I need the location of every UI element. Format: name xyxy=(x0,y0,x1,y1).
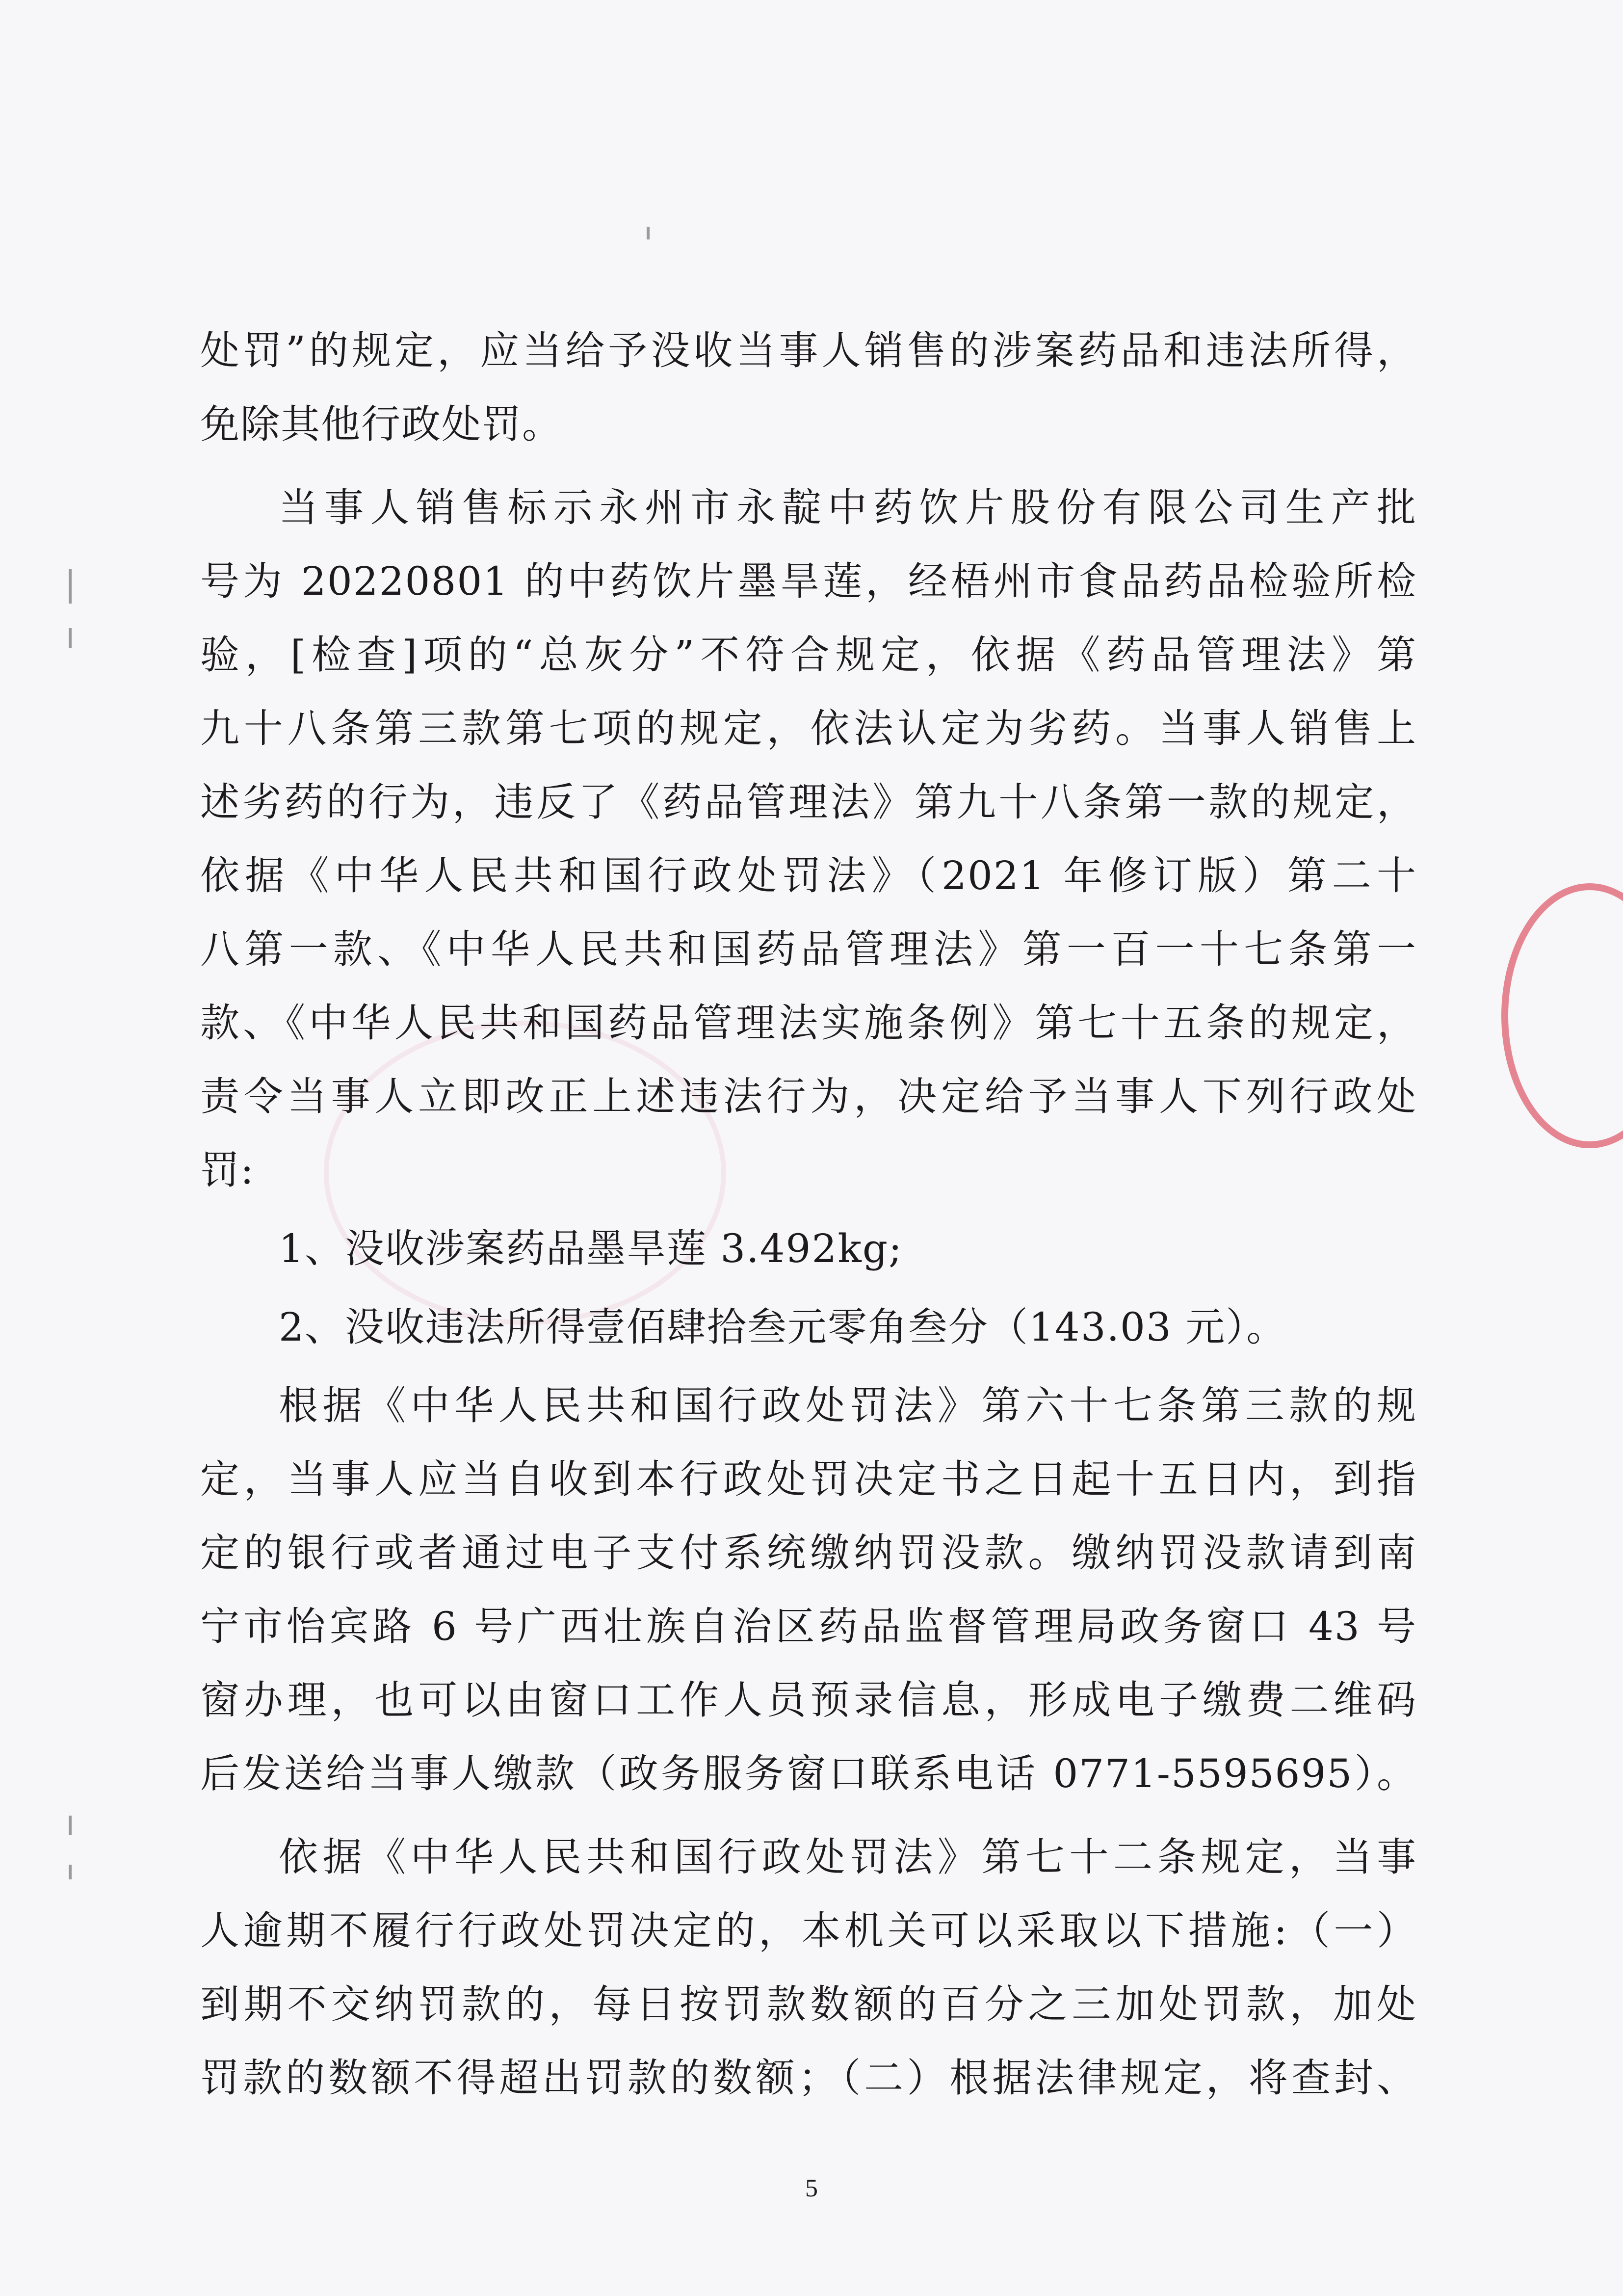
red-seal-edge xyxy=(1501,883,1623,1148)
scan-speck xyxy=(69,1816,72,1835)
text-line: 人逾期不履行行政处罚决定的，本机关可以采取以下措施:（一） xyxy=(200,1908,1417,1953)
text-line: 定，当事人应当自收到本行政处罚决定书之日起十五日内，到指 xyxy=(200,1456,1417,1502)
text-line: 定的银行或者通过电子支付系统缴纳罚没款。缴纳罚没款请到南 xyxy=(200,1530,1417,1576)
text-line: 根据《中华人民共和国行政处罚法》第六十七条第三款的规 xyxy=(279,1383,1417,1428)
scan-speck xyxy=(69,569,72,604)
page-number: 5 xyxy=(805,2174,818,2202)
text-line: 责令当事人立即改正上述违法行为，决定给予当事人下列行政处 xyxy=(200,1074,1417,1119)
text-line: 验，[检查]项的“总灰分”不符合规定，依据《药品管理法》第 xyxy=(200,632,1417,678)
text-line: 依据《中华人民共和国行政处罚法》（2021 年修订版）第二十 xyxy=(200,853,1417,898)
text-line: 九十八条第三款第七项的规定，依法认定为劣药。当事人销售上 xyxy=(200,706,1417,751)
text-line: 宁市怡宾路 6 号广西壮族自治区药品监督管理局政务窗口 43 号 xyxy=(200,1604,1417,1649)
text-line: 当事人销售标示永州市永靛中药饮片股份有限公司生产批 xyxy=(279,485,1417,530)
scan-speck xyxy=(69,628,72,648)
text-line: 窗办理，也可以由窗口工作人员预录信息，形成电子缴费二维码 xyxy=(200,1677,1417,1723)
scan-speck xyxy=(69,1865,72,1879)
text-line: 免除其他行政处罚。 xyxy=(200,401,562,447)
text-line: 罚款的数额不得超出罚款的数额；（二）根据法律规定，将查封、 xyxy=(200,2055,1417,2101)
text-line: 罚: xyxy=(200,1147,255,1193)
scan-speck xyxy=(647,227,650,239)
list-item: 2、没收违法所得壹佰肆拾叁元零角叁分（143.03 元）。 xyxy=(279,1304,1287,1350)
text-line: 依据《中华人民共和国行政处罚法》第七十二条规定，当事 xyxy=(279,1834,1417,1880)
text-line: 处罚”的规定，应当给予没收当事人销售的涉案药品和违法所得， xyxy=(200,328,1417,373)
text-line: 款、《中华人民共和国药品管理法实施条例》第七十五条的规定， xyxy=(200,1000,1417,1046)
text-line: 到期不交纳罚款的，每日按罚款数额的百分之三加处罚款，加处 xyxy=(200,1981,1417,2027)
text-line: 号为 20220801 的中药饮片墨旱莲，经梧州市食品药品检验所检 xyxy=(200,558,1417,604)
text-line: 八第一款、《中华人民共和国药品管理法》第一百一十七条第一 xyxy=(200,926,1417,972)
list-item: 1、没收涉案药品墨旱莲 3.492kg; xyxy=(279,1226,903,1271)
text-line: 后发送给当事人缴款（政务服务窗口联系电话 0771-5595695）。 xyxy=(200,1751,1417,1796)
text-line: 述劣药的行为，违反了《药品管理法》第九十八条第一款的规定， xyxy=(200,779,1417,825)
